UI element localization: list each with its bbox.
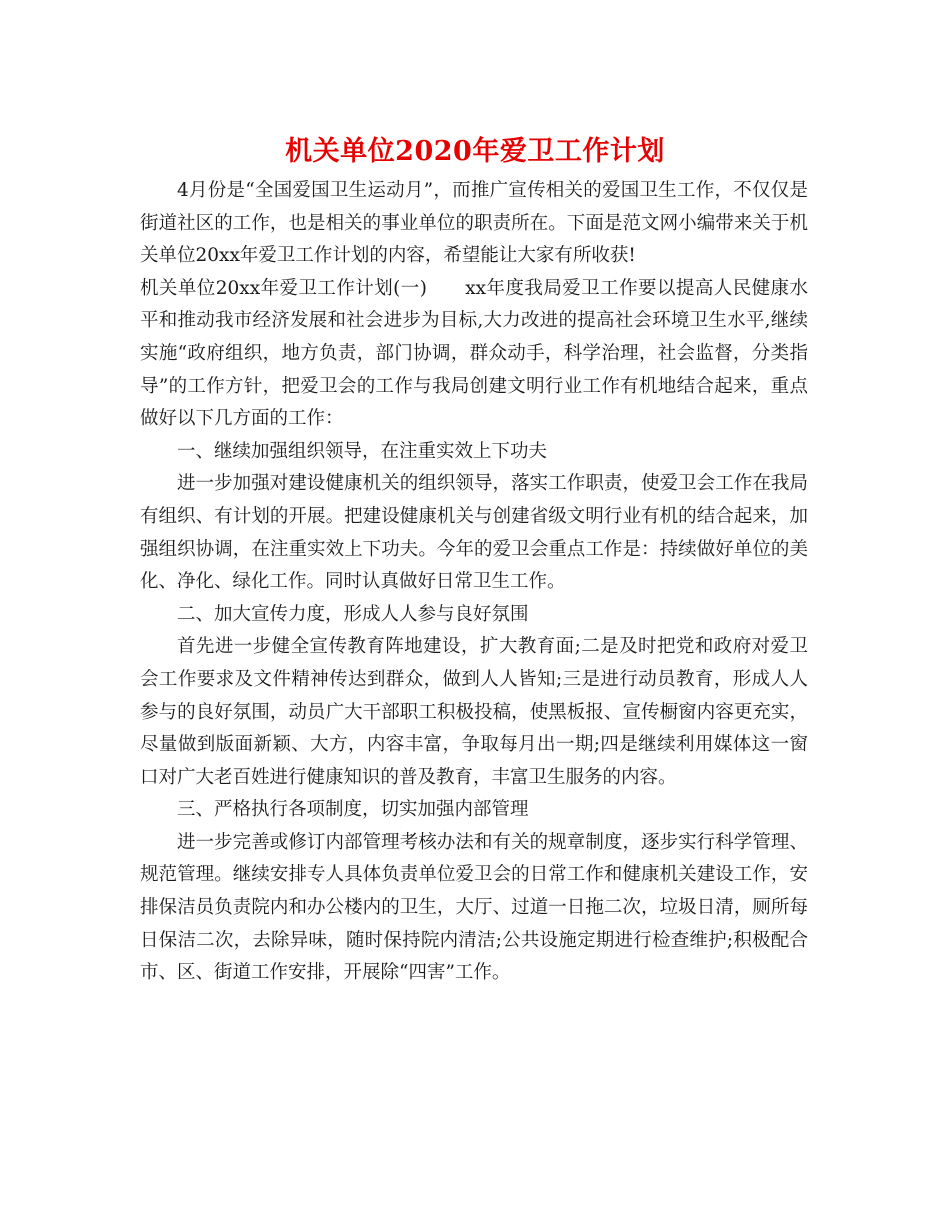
section-heading-1: 一、继续加强组织领导，在注重实效上下功夫	[177, 440, 548, 462]
paragraph-intro: 4月份是“全国爱国卫生运动月”，而推广宣传相关的爱国卫生工作，不仅仅是街道社区的工作，也是相关的事业单位的职责所在。下面是范文网小编带来关于机关单位20xx年爱卫工作计划的内容，希望能让大家有所收获!	[140, 180, 808, 267]
paragraph-section-3: 进一步完善或修订内部管理考核办法和有关的规章制度，逐步实行科学管理、规范管理。继续安排专人具体负责单位爱卫会的日常工作和健康机关建设工作，安排保洁员负责院内和办公楼内的卫生，大厅、过道一日拖二次，垃圾日清，厕所每日保洁二次，去除异味，随时保持院内清洁;公共设施定期进行检查维护;积极配合市、区、街道工作安排，开展除“四害”工作。	[140, 831, 808, 984]
section-heading-2: 二、加大宣传力度，形成人人参与良好氛围	[177, 603, 529, 625]
document-body	[140, 175, 808, 990]
paragraph-section-1: 进一步加强对建设健康机关的组织领导，落实工作职责，使爱卫会工作在我局有组织、有计划的开展。把建设健康机关与创建省级文明行业有机的结合起来，加强组织协调，在注重实效上下功夫。今年的爱卫会重点工作是：持续做好单位的美化、净化、绿化工作。同时认真做好日常卫生工作。	[140, 473, 808, 593]
document-title: 机关单位2020年爱卫工作计划	[285, 136, 665, 167]
paragraph-section-2: 首先进一步健全宣传教育阵地建设，扩大教育面;二是及时把党和政府对爱卫会工作要求及文件精神传达到群众，做到人人皆知;三是进行动员教育，形成人人参与的良好氛围，动员广大干部职工积极投稿，使黑板报、宣传橱窗内容更充实，尽量做到版面新颖、大方，内容丰富，争取每月出一期;四是继续利用媒体这一窗口对广大老百姓进行健康知识的普及教育，丰富卫生服务的内容。	[140, 636, 808, 788]
paragraph-plan-overview: 机关单位20xx年爱卫工作计划(一) xx年度我局爱卫工作要以提高人民健康水平和推动我市经济发展和社会进步为目标,大力改进的提高社会环境卫生水平,继续实施“政府组织，地方负责，部门协调，群众动手，科学治理，社会监督，分类指导”的工作方针，把爱卫会的工作与我局创建文明行业工作有机地结合起来，重点做好以下几方面的工作：	[140, 277, 808, 430]
section-heading-3: 三、严格执行各项制度，切实加强内部管理	[177, 799, 529, 821]
